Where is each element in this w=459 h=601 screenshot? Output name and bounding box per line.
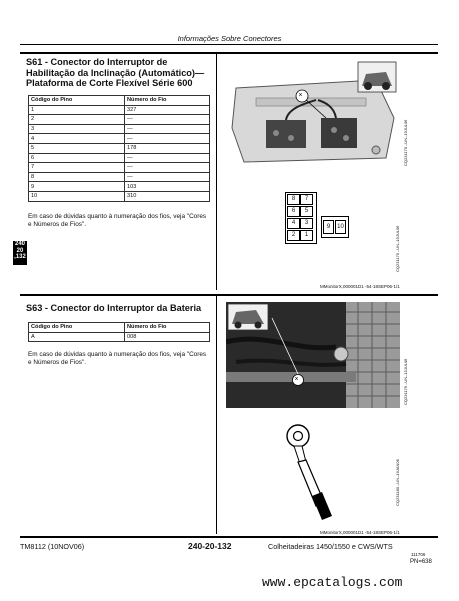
wire-number-cell: — [125, 124, 210, 134]
pin-code-cell: 8 [29, 172, 125, 182]
connector-side-pin: 10 [335, 220, 346, 234]
wire-number-header: Número do Fio [125, 96, 210, 106]
pin-code-cell: 10 [29, 191, 125, 201]
pin-code-cell: 6 [29, 153, 125, 163]
wire-number-cell: — [125, 172, 210, 182]
section2-pin-table [28, 322, 210, 342]
connector-diagram [285, 192, 347, 242]
wire-number-header: Número do Fio [125, 323, 210, 333]
section2-note: Em caso de dúvidas quanto à numeração dos fios, veja "Cores e Números de Fios". [28, 351, 207, 366]
pin-code-cell: 5 [29, 143, 125, 153]
footer-date: 111706 [411, 552, 426, 557]
pin-code-cell: 1 [29, 105, 125, 115]
connector-pin: 6 [287, 206, 300, 217]
footer-manual-id: TM8112 (10NOV06) [20, 542, 85, 551]
pin-code-cell: 7 [29, 163, 125, 173]
side-tab [13, 241, 27, 265]
section1-photo-ref: CQ231170 –UN–19JUL06 [403, 119, 408, 166]
connector-pin: 2 [287, 230, 300, 241]
side-tab-line: 240 [14, 241, 25, 247]
section1-pin-table [28, 95, 210, 202]
pin-code-cell: 3 [29, 124, 125, 134]
wire-number-cell: 008 [125, 332, 210, 342]
connector-pin: 7 [300, 194, 313, 205]
pin-code-header: Código do Pino [29, 96, 125, 106]
wire-number-cell: 103 [125, 182, 210, 192]
side-tab-line: ,132 [14, 254, 26, 260]
connector-pin: 4 [287, 218, 300, 229]
section2-title: S63 - Conector do Interruptor da Bateria [26, 303, 202, 313]
wire-number-cell: — [125, 163, 210, 173]
wire-number-cell: — [125, 134, 210, 144]
section1-photo [226, 58, 400, 170]
pin-code-cell: 9 [29, 182, 125, 192]
pin-code-cell: A [29, 332, 125, 342]
connector-pin: 3 [300, 218, 313, 229]
pin-code-header: Código do Pino [29, 323, 125, 333]
section1-top-rule [20, 52, 438, 54]
connector-pin: 5 [300, 206, 313, 217]
watermark: www.epcatalogs.com [262, 575, 403, 590]
section2-callout-x: X [295, 376, 299, 381]
section1-diagram-ref: CQ231175 –UN–19JUL06 [395, 225, 400, 272]
section2-footer-code: MMonitorX,000001D1 -54-18SEP06-1/1 [320, 530, 400, 535]
pin-code-cell: 4 [29, 134, 125, 144]
connector-pin: 1 [300, 230, 313, 241]
section2-diagram-ref: CQ231180 –UN–19JAN06 [395, 459, 400, 506]
footer-pn: PN=638 [410, 559, 432, 565]
section2-bottom-rule [20, 536, 438, 538]
section-divider [216, 54, 217, 290]
page-header-title: Informações Sobre Conectores [177, 34, 282, 43]
section-divider [216, 296, 217, 534]
wire-number-cell: 310 [125, 191, 210, 201]
wire-number-cell: — [125, 115, 210, 125]
side-tab-line: 20 [16, 247, 24, 254]
wire-number-cell: — [125, 153, 210, 163]
section1-callout-x: X [299, 92, 303, 97]
footer-page-number: 240-20-132 [188, 541, 232, 551]
section1-note: Em caso de dúvidas quanto à numeração dos fios, veja "Cores e Números de Fios". [28, 213, 207, 228]
connector-pin: 8 [287, 194, 300, 205]
section1-title: S61 - Conector do Interruptor de Habilitação da Inclinação (Automático)—Plataforma de Corte Flexível Série 600 [26, 57, 205, 88]
footer-product: Colheitadeiras 1450/1550 e CWS/WTS [268, 542, 393, 551]
section2-photo-ref: CQ231179 –UN–15JUL06 [403, 358, 408, 405]
pin-code-cell: 2 [29, 115, 125, 125]
header-rule [20, 44, 438, 45]
wire-number-cell: 178 [125, 143, 210, 153]
section1-footer-code: MMonitorX,000001D1 -54-18SEP06-1/1 [320, 284, 400, 289]
wire-number-cell: 327 [125, 105, 210, 115]
section2-photo [226, 302, 400, 408]
connector-side-pin: 9 [323, 220, 334, 234]
section2-top-rule [20, 294, 438, 296]
ring-terminal-drawing [284, 420, 344, 528]
